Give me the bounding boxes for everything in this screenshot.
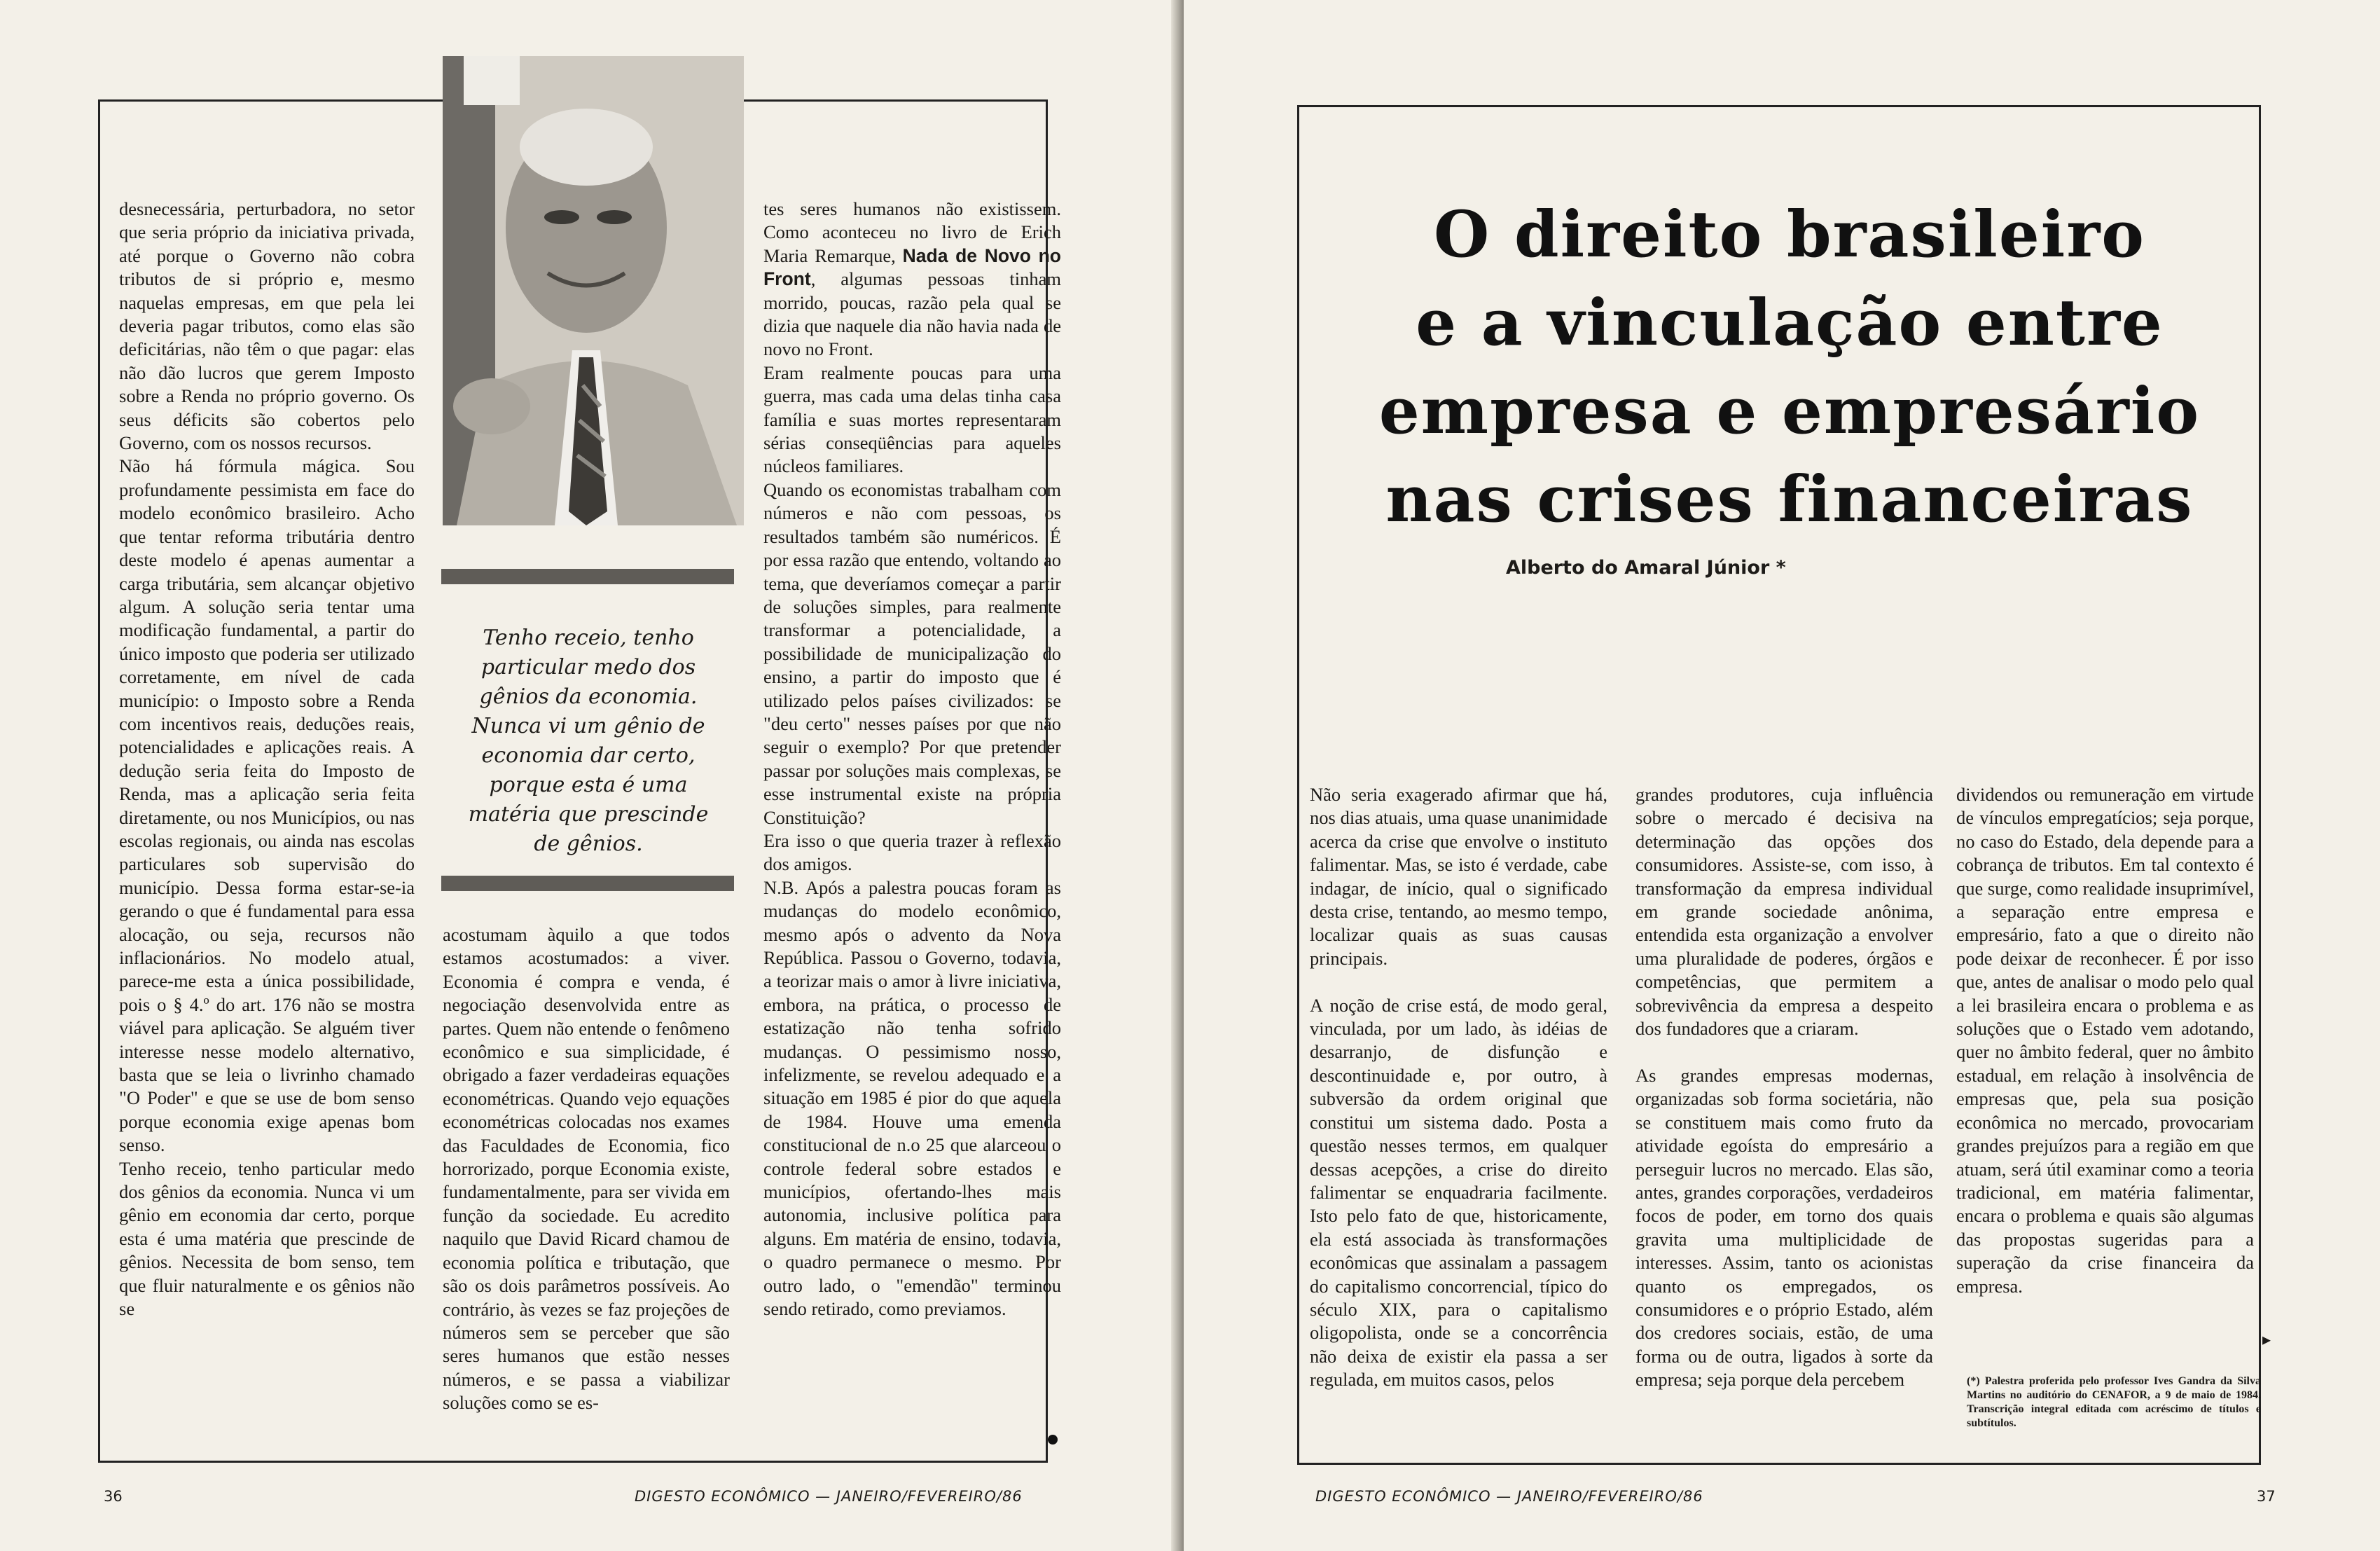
footer-right: DIGESTO ECONÔMICO — JANEIRO/FEVEREIRO/86 <box>1315 1488 1703 1505</box>
left-page <box>0 0 1184 1551</box>
right-col-3: dividendos ou remuneração em virtude de vínculos empregatícios; seja porque, no caso do Estado, dela depende para a cobrança de tributos. Em tal contexto é que surge, como realidade insuprimível, a separação entre empresa e empresário, fato a que o direito não pode deixar de reconhecer. É por isso que, antes de analisar o modo pelo qual a lei brasileira encara o problema e as soluções que o Estado vem adotando, quer no âmbito federal, quer no âmbito estadual, em relação à insolvência de empresas que, pela sua posição econômica no mercado, provocariam grandes prejuízos para a região em que atuam, será útil examinar como a teoria tradicional, em matéria falimentar, encara o problema e quais são algumas das propostas sugeridas para a superação da crise financeira da empresa. <box>1956 784 2254 1297</box>
page-number-right: 37 <box>2257 1488 2276 1505</box>
col3-text-b: , algumas pessoas tinham morrido, poucas, razão pela qual se dizia que naquele dia não havia nada de novo no Front. Eram realmente poucas para uma guerra, mas cada uma delas tinha casa família e suas mortes representaram sérias conseqüências para aqueles núcleos familiares. Quando os economistas trabalham com números e não com pessoas, os resultados também são numéricos. É por essa razão que entendo, voltando ao tema, que deveríamos começar a partir de soluções simples, para realmente transformar a potencialidade, a possibilidade de municipalização do ensino, a partir do imposto que é utilizado pelos países civilizados: se "deu certo" nesses países por que não seguir o exemplo? Por que pretender passar por soluções mais complexas, se esse instrumental existe na própria Constituição? Era isso o que queria trazer à reflexão dos amigos. N.B. Após a palestra poucas foram as mudanças do modelo econômico, mesmo após o advento da Nova República. Passou o Governo, todavia, a teorizar mais o amor à livre iniciativa, embora, na prática, o processo de estatização não tenha sofrido mudanças. O pessimismo nosso, infelizmente, se revelou adequado e a situação em 1985 é pior do que aquela de 1984. Houve uma emenda constitucional de n.o 25 que alarceou o controle federal sobre estados e municípios, ofertando-lhes mais autonomia, inclusive política para alguns. Em matéria de ensino, todavia, o quadro permanece o mesmo. Por outro lado, o "emendão" terminou sendo retirado, como previamos. <box>763 268 1061 1320</box>
col3-text-a: tes seres humanos não existissem. Como aconteceu no livro de Erich Maria Remarque, <box>763 198 1061 266</box>
left-col-3 <box>763 198 1061 1457</box>
footer-left: DIGESTO ECONÔMICO — JANEIRO/FEVEREIRO/86 <box>635 1488 1023 1505</box>
left-col-2: acostumam àquilo a que todos estamos acostumados: a viver. Economia é compra e venda, é negociação desenvolvida entre as partes. Quem não entende o fenômeno econômico e sua simplicidade, é obrigado a fazer verdadeiras equações econométricas. Quando vejo equações econométricas colocadas nos exames das Faculdades de Economia, fico horrorizado, porque Economia existe, fundamentalmente, para ser vivida em função da sociedade. Eu acredito naquilo que David Ricard chamou de economia política e tributação, que são os dois parâmetros possíveis. Ao contrário, às vezes se faz projeções de números sem se perceber que são seres humanos que estão nesses números, e se passa a viabilizar soluções como se es- <box>443 924 730 1414</box>
article-title: O direito brasileiro e a vinculação entre empresa e empresário nas crises financeiras <box>1378 198 2201 537</box>
author-byline: Alberto do Amaral Júnior * <box>1506 557 1786 579</box>
quote-bar-top <box>441 569 734 584</box>
footnote: (*) Palestra proferida pelo professor Ives Gandra da Silva Martins no auditório do CENAFOR, a 9 de maio de 1984. Transcrição integral editada com acréscimo de títulos e subtítulos. <box>1967 1375 2261 1429</box>
left-col-1: desnecessária, perturbadora, no setor que seria próprio da iniciativa privada, até porque o Governo não cobra tributos de si próprio e, mesmo naquelas empresas, em que pela lei deveria pagar tributos, como elas são deficitárias, não têm o que pagar: elas não dão lucros que gerem Imposto sobre a Renda no próprio governo. Os seus déficits são cobertos pelo Governo, com os nossos recursos. Não há fórmula mágica. Sou profundamente pessimista em face do modelo econômico brasileiro. Acho que tentar reforma tributária dentro deste modelo é apenas aumentar a carga tributária, sem alcançar objetivo algum. A solução seria tentar uma modificação fundamental, a partir do único imposto que poderia ser utilizado corretamente, em nível de cada município: o Imposto sobre a Renda com incentivos reais, deduções reais, potencialidades e aplicações reais. A dedução seria feita do Imposto de Renda, mas a aplicação seria feita diretamente, ou nos Municípios, ou nas escolas regionais, ou ainda nas escolas particulares sob supervisão do município. Dessa forma estar-se-ia gerando o que é fundamental para essa alocação, ou seja, recursos não inflacionários. No modelo atual, parece-me esta a única possibilidade, pois o § 4.º do art. 176 não se mostra viável para aplicação. Se alguém tiver interesse nesse modelo alternativo, basta que se leia o livrinho chamado "O Poder" e que se use de bom senso porque economia exige apenas bom senso. Tenho receio, tenho particular medo dos gênios da economia. Nunca vi um gênio em economia dar certo, porque esta é uma matéria que prescinde de gênios. Necessita de bom senso, tem que fluir naturalmente e os gênios não se <box>119 198 415 1320</box>
author-photo <box>443 56 744 525</box>
portrait-image <box>443 56 744 525</box>
end-bullet <box>1048 1435 1058 1445</box>
quote-bar-bottom <box>441 876 734 891</box>
pull-quote: Tenho receio, tenho particular medo dos gênios da economia. Nunca vi um gênio de economia dar certo, porque esta é uma matéria que prescinde de gênios. <box>468 626 709 856</box>
continue-arrow-icon: ▸ <box>2262 1330 2271 1349</box>
right-col-2: grandes produtores, cuja influência sobre o mercado é decisiva na determinação das opções dos consumidores. Assiste-se, com isso, à transformação da empresa individual em grande sociedade anônima, entendida esta organização a envolver uma pluralidade de poderes, órgãos e competências, que permitem a sobrevivência da empresa a despeito dos fundadores que a criaram. As grandes empresas modernas, organizadas sob forma societária, não se constituem mais como fruto da atividade egoísta do empresário a perseguir lucros no mercado. Elas são, antes, grandes corporações, verdadeiros focos de poder, em torno dos quais gravita uma multiplicidade de interesses. Assim, tanto os acionistas quanto os empregados, os consumidores e o próprio Estado, além dos credores sociais, estão, de uma forma ou de outra, ligados à sorte da empresa; seja porque dela percebem <box>1635 784 1933 1391</box>
book-title: Nada de Novo no Front <box>763 244 1061 290</box>
right-col-1: Não seria exagerado afirmar que há, nos dias atuais, uma quase unanimidade acerca da crise que envolve o instituto falimentar. Mas, se isto é verdade, cabe indagar, de início, qual o significado desta crise, tentando, ao mesmo tempo, localizar quais as suas causas principais. A noção de crise está, de modo geral, vinculada, por um lado, às idéias de desarranjo, de disfunção e descontinuidade e, por outro, à subversão da ordem original que constitui um sistema dado. Posta a questão nesses termos, em qualquer dessas acepções, a crise do direito falimentar se enquadraria facilmente. Isto pelo fato de que, historicamente, ela está associada às transformações econômicas que assinalam a passagem do capitalismo concorrencial, típico do século XIX, para o capitalismo oligopolista, onde se a concorrência não deixa de existir ela passa a ser regulada, em muitos casos, pelos <box>1310 784 1607 1391</box>
page-number-left: 36 <box>104 1488 123 1505</box>
